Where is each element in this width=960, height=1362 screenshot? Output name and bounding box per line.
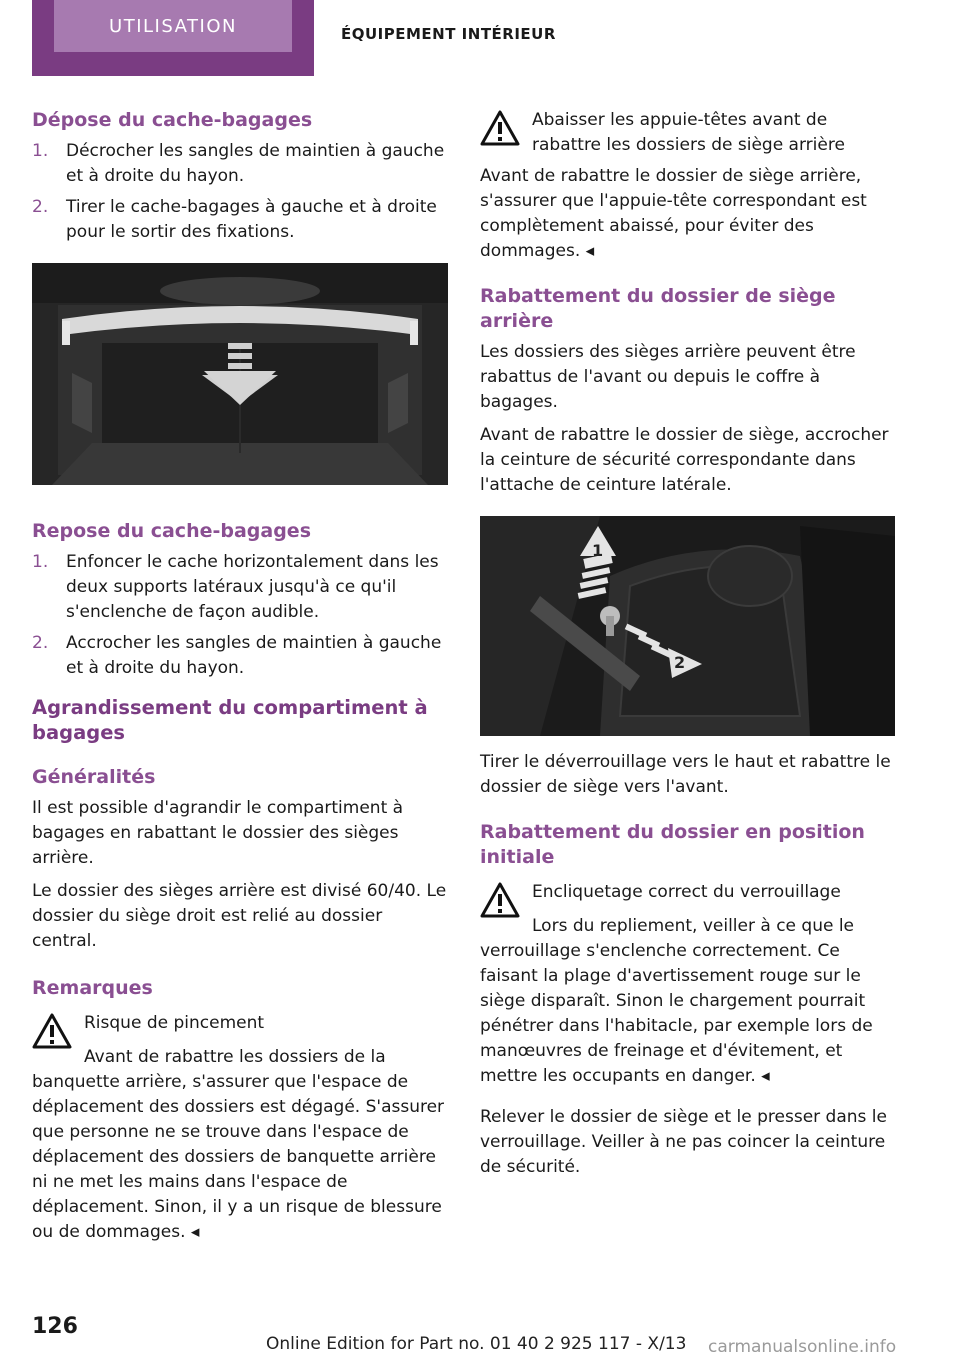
section-title: ÉQUIPEMENT INTÉRIEUR: [341, 25, 556, 43]
warning-title: Abaisser les appuie-têtes avant de rabattre les dossiers de siège arrière: [532, 110, 845, 155]
edition-line: Online Edition for Part no. 01 40 2 925 117 - X/13: [266, 1334, 687, 1354]
right-column: [480, 108, 898, 1188]
warning-triangle-icon: [480, 882, 520, 918]
list-item: 2. Accrocher les sangles de maintien à gauche et à droite du hayon.: [32, 633, 442, 678]
figure-label-2: 2: [674, 653, 686, 672]
warning-title: Encliquetage correct du verrouillage: [532, 882, 841, 902]
warning-text: Avant de rabattre le dossier de siège arrière, s'assurer que l'appuie-tête correspondant est complètement abaissé, pour éviter des dommages. ◂: [480, 166, 867, 261]
figure-seat-release: [480, 516, 895, 736]
left-column: [32, 108, 450, 1253]
heading-position-initiale: Rabattement du dossier en position initiale: [480, 821, 865, 868]
heading-remarques: Remarques: [32, 977, 153, 999]
warning-block: [480, 108, 898, 158]
paragraph: Les dossiers des sièges arrière peuvent être rabattus de l'avant ou depuis le coffre à bagages.: [480, 342, 856, 412]
warning-triangle-icon: [480, 110, 520, 146]
warning-text: Lors du repliement, veiller à ce que le verrouillage s'enclenche correctement. Ce faisant la plage d'avertissement rouge sur le siège disparaît. Sinon le chargement pourrait pénétrer dans l'habitacle, par exemple lors de manœuvres de freinage et d'évitement, et mettre les occupants en danger. ◂: [480, 916, 873, 1086]
paragraph: Il est possible d'agrandir le compartiment à bagages en rabattant le dossier des sièges arrière.: [32, 798, 404, 868]
chapter-tab: [32, 0, 314, 76]
repose-steps: [32, 550, 450, 681]
heading-rabattement: Rabattement du dossier de siège arrière: [480, 285, 836, 332]
heading-generalites: Généralités: [32, 766, 156, 788]
warning-triangle-icon: [32, 1013, 72, 1049]
paragraph: Relever le dossier de siège et le presser dans le verrouillage. Veiller à ne pas coincer la ceinture de sécurité.: [480, 1107, 887, 1177]
seat-release-illustration: [480, 516, 895, 736]
depose-steps: [32, 139, 450, 245]
heading-agrandissement: Agrandissement du compartiment à bagages: [32, 696, 428, 744]
warning-block: [480, 880, 898, 918]
paragraph: Le dossier des sièges arrière est divisé 60/40. Le dossier du siège droit est relié au dossier central.: [32, 881, 447, 951]
paragraph: Tirer le déverrouillage vers le haut et rabattre le dossier de siège vers l'avant.: [480, 752, 891, 797]
page-number: 126: [32, 1314, 78, 1339]
warning-text: Avant de rabattre les dossiers de la banquette arrière, s'assurer que l'espace de déplacement des dossiers est dégagé. S'assurer que personne ne se trouve dans l'espace de déplacement des dossiers de banquette arrière ni ne met les mains dans l'espace de déplacement. Sinon, il y a un risque de blessure ou de dommages. ◂: [32, 1047, 445, 1242]
list-item: 2. Tirer le cache-bagages à gauche et à droite pour le sortir des fixations.: [32, 197, 437, 242]
chapter-tab-label: UTILISATION: [54, 0, 292, 52]
list-item: 1. Enfoncer le cache horizontalement dans les deux supports latéraux jusqu'à ce qu'il s'enclenche de façon audible.: [32, 552, 439, 622]
warning-title: Risque de pincement: [84, 1013, 265, 1033]
list-item: 1. Décrocher les sangles de maintien à gauche et à droite du hayon.: [32, 141, 445, 186]
watermark: carmanualsonline.info: [708, 1337, 897, 1357]
heading-depose: Dépose du cache-bagages: [32, 109, 313, 131]
paragraph: Avant de rabattre le dossier de siège, accrocher la ceinture de sécurité correspondante dans l'attache de ceinture latérale.: [480, 425, 889, 495]
cargo-cover-illustration: [32, 263, 448, 485]
warning-block: [32, 1011, 450, 1049]
heading-repose: Repose du cache-bagages: [32, 520, 312, 542]
figure-label-1: 1: [592, 541, 604, 560]
figure-cargo-cover: [32, 263, 448, 485]
